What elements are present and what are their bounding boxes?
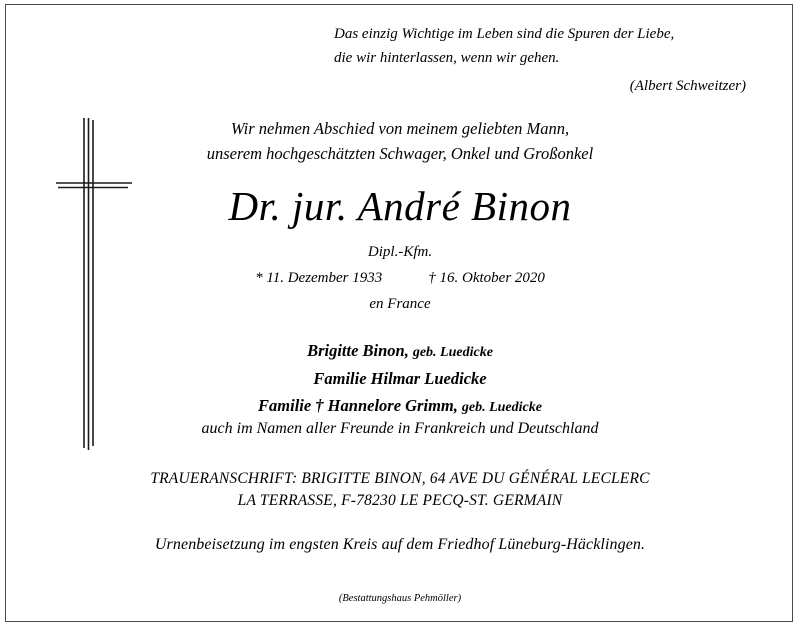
intro-line-1: Wir nehmen Abschied von meinem geliebten Mann, [230,119,570,138]
friends-line: auch im Namen aller Freunde in Frankreich und Deutschland [201,420,599,437]
address-line-1: TRAUERANSCHRIFT: BRIGITTE BINON, 64 AVE DU GÉNÉRAL LECLERC [150,470,650,487]
intro-line-2: unserem hochgeschätzten Schwager, Onkel und Großonkel [206,144,594,163]
mourner-birth-name: geb. Luedicke [412,345,493,360]
quote-line-1: Das einzig Wichtige im Leben sind die Spuren der Liebe, [334,26,675,42]
intro-text [0,116,800,166]
death-date: † 16. Oktober 2020 [428,270,545,286]
quote-line-2: die wir hinterlassen, wenn wir gehen. [334,50,560,66]
mourner-family: Familie Hilmar Luedicke [313,369,487,388]
mourning-address [0,468,800,512]
funeral-home: (Bestattungshaus Pehmöller) [338,593,462,604]
death-place: en France [369,296,431,312]
life-dates [0,270,800,287]
deceased-name: Dr. jur. André Binon [228,183,572,229]
address-line-2: LA TERRASSE, F-78230 LE PECQ-ST. GERMAIN [237,492,563,509]
mourner-line-1 [0,338,800,366]
mourner-family-grimm: Familie † Hannelore Grimm, [258,396,458,415]
mourner-birth-name-grimm: geb. Luedicke [461,400,542,415]
mourners-block [0,338,800,421]
quote-author: (Albert Schweitzer) [629,78,746,94]
quote-block [334,22,774,98]
mourner-line-2 [0,366,800,393]
deceased-title: Dipl.-Kfm. [367,244,433,260]
birth-date: * 11. Dezember 1933 [255,270,383,286]
mourner-name: Brigitte Binon, [307,341,409,360]
mourner-line-3 [0,393,800,421]
burial-notice: Urnenbeisetzung im engsten Kreis auf dem Friedhof Lüneburg-Häcklingen. [154,536,646,553]
